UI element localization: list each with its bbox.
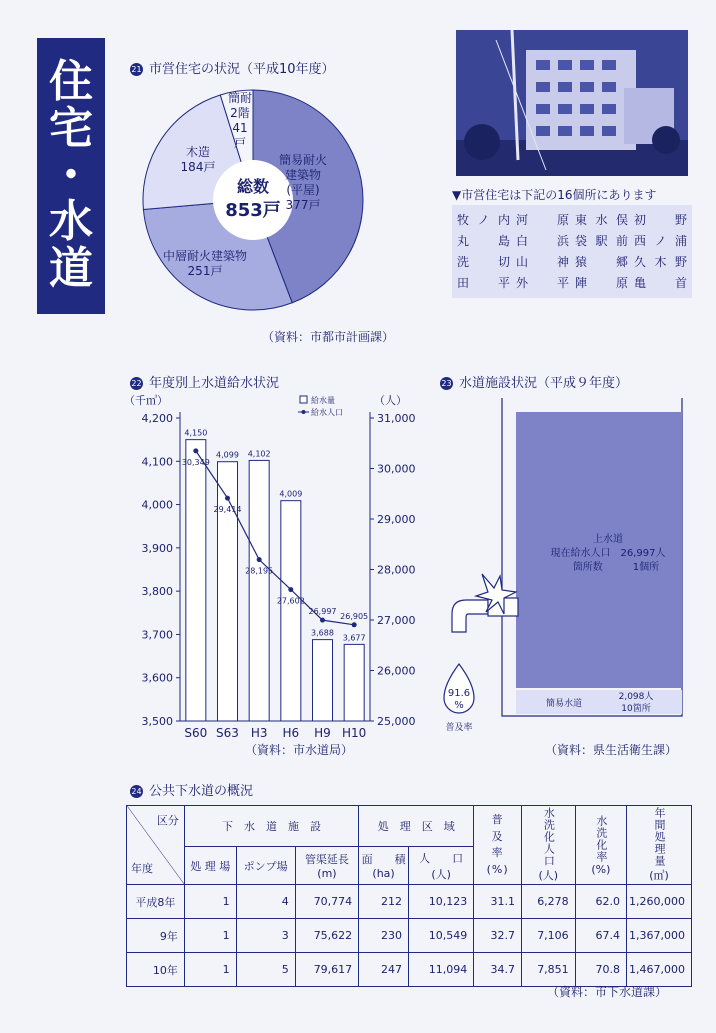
vcol-text: 普 [491, 813, 504, 826]
line-point [193, 448, 198, 453]
data-cell: 62.0 [575, 885, 626, 919]
water-supply-chart [118, 390, 428, 740]
line-value-label: 26,997 [308, 607, 337, 617]
legend-bar-swatch [300, 396, 307, 403]
sewer-title-text: 公共下水道の概況 [149, 784, 254, 799]
pie-slice-label: 41 [232, 121, 248, 135]
line-value-label: 30,349 [181, 457, 210, 467]
header-coverage-rate [474, 806, 522, 885]
line-value-label: 27,602 [276, 596, 305, 606]
y-tick-left-label: 3,800 [141, 585, 173, 599]
data-cell: 10,123 [408, 885, 473, 919]
line-point [225, 496, 230, 501]
simple-water-population: 2,098人 [618, 692, 654, 702]
apartment-photo-icon [456, 30, 688, 176]
location-cell: 山 神 [516, 255, 569, 269]
bar-value-label: 4,150 [184, 428, 208, 438]
bar [344, 644, 364, 721]
data-cell: 1 [184, 953, 236, 987]
line-point [257, 557, 262, 562]
y-tick-right-label: 31,000 [377, 412, 416, 425]
data-cell: 5 [236, 953, 295, 987]
header-flush-rate [575, 806, 626, 885]
location-cell: 久木野 [634, 255, 687, 269]
location-row [454, 230, 690, 251]
x-tick-label: H6 [282, 726, 300, 740]
sewer-source: （資料：市下水道課） [547, 985, 668, 999]
pie-total-value: 853戸 [225, 200, 281, 221]
header-plants: 処 理 場 [184, 847, 236, 885]
pie-slice-label: 戸 [233, 136, 247, 150]
y-tick-left-label: 4,200 [141, 412, 173, 425]
data-cell: 67.4 [575, 919, 626, 953]
line-point [320, 618, 325, 623]
vcol-text: 年間処理量 [653, 807, 666, 867]
vcol-text: (%) [486, 862, 509, 876]
year-cell: 平成8年 [127, 885, 185, 919]
housing-source: （資料：市都市計画課） [262, 330, 395, 344]
y-tick-right-label: 27,000 [377, 614, 416, 627]
vcol-text: 及 [491, 829, 504, 843]
pie-slice-label: 251戸 [187, 264, 223, 278]
x-tick-label: H10 [342, 726, 367, 740]
location-cell: 河 原 [516, 213, 569, 227]
data-cell: 7,106 [521, 919, 575, 953]
data-cell: 7,851 [521, 953, 575, 987]
table-row [127, 953, 692, 987]
sewer-section-title [130, 780, 253, 799]
pie-slice-label: 2階 [230, 106, 250, 120]
data-cell: 34.7 [474, 953, 522, 987]
header-population: 人 口 (人) [408, 847, 473, 885]
x-tick-label: H9 [314, 726, 331, 740]
data-cell: 31.1 [474, 885, 522, 919]
bar-value-label: 3,677 [342, 633, 366, 643]
bar-value-label: 4,009 [279, 489, 303, 499]
facility-title-text: 水道施設状況（平成９年度） [459, 376, 629, 391]
data-cell: 1,367,000 [627, 919, 692, 953]
housing-title-text: 市営住宅の状況（平成10年度） [149, 62, 335, 77]
data-cell: 1 [184, 919, 236, 953]
location-cell: 陣 原 [575, 276, 628, 290]
data-cell: 212 [359, 885, 409, 919]
simple-water-label: 簡易水道 [545, 699, 583, 709]
location-cell: 猿 郷 [575, 255, 628, 269]
facility-diagram [430, 392, 690, 740]
page-title-box [37, 38, 105, 314]
section-number-badge: 21 [131, 65, 142, 74]
y-tick-right-label: 25,000 [377, 715, 416, 728]
data-cell: 230 [359, 919, 409, 953]
pie-slice-label: 中層耐火建築物 [162, 249, 248, 263]
corner-cell [127, 806, 185, 885]
housing-pie-chart [120, 84, 390, 324]
y-tick-left-label: 3,500 [141, 715, 173, 728]
header-annual-volume [627, 806, 692, 885]
bar [313, 640, 333, 721]
location-cell: 田 平 [457, 276, 510, 290]
location-row [454, 209, 690, 230]
location-row [454, 272, 690, 293]
title-char: 宅 [49, 103, 93, 155]
legend-bar-label: 給水量 [311, 396, 335, 405]
corner-bottom-label: 年度 [131, 862, 153, 875]
water-chart-title-text: 年度別上水道給水状況 [149, 376, 280, 391]
title-char: 水 [49, 196, 93, 248]
header-pipe-length: 管渠延長 (m) [295, 847, 359, 885]
vcol-unit: (㎥) [649, 869, 669, 882]
line-point [288, 587, 293, 592]
pie-slice-label: (平屋) [286, 183, 320, 197]
y-tick-left-label: 3,600 [141, 671, 173, 685]
header-pumps: ポンプ場 [236, 847, 295, 885]
rate-value: 91.6 [447, 688, 471, 699]
y-tick-right-label: 29,000 [377, 513, 416, 526]
data-cell: 6,278 [521, 885, 575, 919]
x-tick-label: S63 [216, 726, 239, 740]
rate-unit: % [454, 700, 464, 711]
bar-value-label: 4,102 [247, 449, 271, 459]
title-char: ・ [49, 149, 93, 201]
data-cell: 10,549 [408, 919, 473, 953]
x-tick-label: S60 [184, 726, 208, 740]
upper-water-count: 箇所数 1個所 [572, 562, 660, 573]
title-char: 道 [49, 242, 93, 294]
line-value-label: 26,905 [340, 611, 369, 621]
pie-slice-label: 377戸 [285, 198, 321, 212]
data-cell: 70.8 [575, 953, 626, 987]
sewer-table-wrap [126, 805, 692, 987]
location-cell: 袋駅前 [575, 234, 628, 248]
year-cell: 9年 [127, 919, 185, 953]
location-cell: 洗 切 [457, 255, 510, 269]
vcol-unit: (人) [538, 869, 559, 882]
location-cell: 初 野 [634, 213, 687, 227]
y-tick-left-label: 3,700 [141, 628, 173, 642]
location-note: ▼市営住宅は下記の16個所にあります [452, 188, 657, 202]
data-cell: 32.7 [474, 919, 522, 953]
data-cell: 11,094 [408, 953, 473, 987]
table-row [127, 885, 692, 919]
pie-slice-label: 簡耐 [227, 91, 253, 105]
section-number-badge: 22 [131, 379, 142, 388]
water-chart-source: （資料：市水道局） [245, 743, 354, 757]
header-flush-population [521, 806, 575, 885]
water-chart-section-title [130, 372, 279, 391]
location-cell: 東水俣 [575, 213, 628, 227]
facility-source: （資料：県生活衛生課） [545, 743, 678, 757]
header-area: 面 積 (ha) [359, 847, 409, 885]
year-cell: 10年 [127, 953, 185, 987]
y-tick-right-label: 26,000 [377, 664, 416, 678]
bar [281, 501, 301, 721]
data-cell: 4 [236, 885, 295, 919]
y-tick-left-label: 4,100 [141, 455, 173, 469]
rate-label: 普及率 [445, 723, 473, 733]
section-number-badge: 23 [441, 379, 452, 388]
location-cell: 白 浜 [516, 234, 569, 248]
y-tick-left-label: 3,900 [141, 541, 173, 555]
bar [218, 462, 238, 721]
location-cell: 亀 首 [634, 276, 687, 290]
y-axis-left-label: （千㎥） [124, 394, 168, 407]
y-tick-right-label: 28,000 [377, 563, 416, 577]
data-cell: 247 [359, 953, 409, 987]
bar-value-label: 4,099 [216, 450, 239, 460]
location-row [454, 251, 690, 272]
location-cell: 牧ノ内 [457, 213, 510, 227]
line-point [352, 622, 357, 627]
y-axis-right-label: （人） [374, 394, 407, 407]
data-cell: 1,467,000 [627, 953, 692, 987]
table-row [127, 919, 692, 953]
y-tick-right-label: 30,000 [377, 462, 416, 476]
sewer-table [126, 805, 692, 987]
data-cell: 75,622 [295, 919, 359, 953]
facility-section-title [440, 372, 628, 391]
bar [249, 460, 269, 721]
title-char: 住 [49, 56, 93, 108]
upper-water-title: 上水道 [593, 534, 623, 545]
section-number-badge: 24 [131, 787, 142, 796]
line-value-label: 29,414 [213, 505, 242, 515]
location-cell: 外 平 [516, 276, 569, 290]
data-cell: 1 [184, 885, 236, 919]
data-cell: 79,617 [295, 953, 359, 987]
housing-section-title [130, 58, 335, 77]
faucet-icon [452, 574, 518, 632]
location-cell: 西ノ浦 [634, 234, 687, 248]
vcol-text: 水洗化率 [594, 814, 608, 863]
pie-total-label: 総数 [236, 177, 270, 196]
upper-water-population: 現在給水人口 26,997人 [550, 548, 666, 559]
data-cell: 3 [236, 919, 295, 953]
data-cell: 1,260,000 [627, 885, 692, 919]
group-header-area: 処 理 区 域 [359, 806, 474, 847]
pie-slice-label: 184戸 [180, 160, 216, 174]
bar-value-label: 3,688 [311, 628, 334, 638]
location-table [452, 205, 692, 298]
corner-top-label: 区分 [156, 814, 179, 827]
vcol-unit: (%) [591, 862, 611, 876]
y-tick-left-label: 4,000 [141, 498, 173, 512]
pie-slice-label: 建築物 [284, 168, 322, 182]
simple-water-area [516, 690, 682, 714]
legend-line-swatch [302, 410, 306, 414]
pie-slice-label: 簡易耐火 [278, 153, 328, 167]
vcol-text: 水洗化人口 [542, 807, 556, 867]
pie-slice-label: 木造 [185, 145, 211, 159]
x-tick-label: H3 [250, 726, 268, 740]
vcol-text: 率 [491, 846, 504, 859]
legend-line-label: 給水人口 [311, 408, 343, 417]
line-value-label: 28,195 [245, 566, 274, 576]
location-cell: 丸 島 [457, 234, 510, 248]
data-cell: 70,774 [295, 885, 359, 919]
bar [186, 440, 206, 721]
housing-photo [456, 30, 688, 176]
simple-water-count: 10箇所 [621, 704, 651, 714]
group-header-facility: 下 水 道 施 設 [184, 806, 358, 847]
